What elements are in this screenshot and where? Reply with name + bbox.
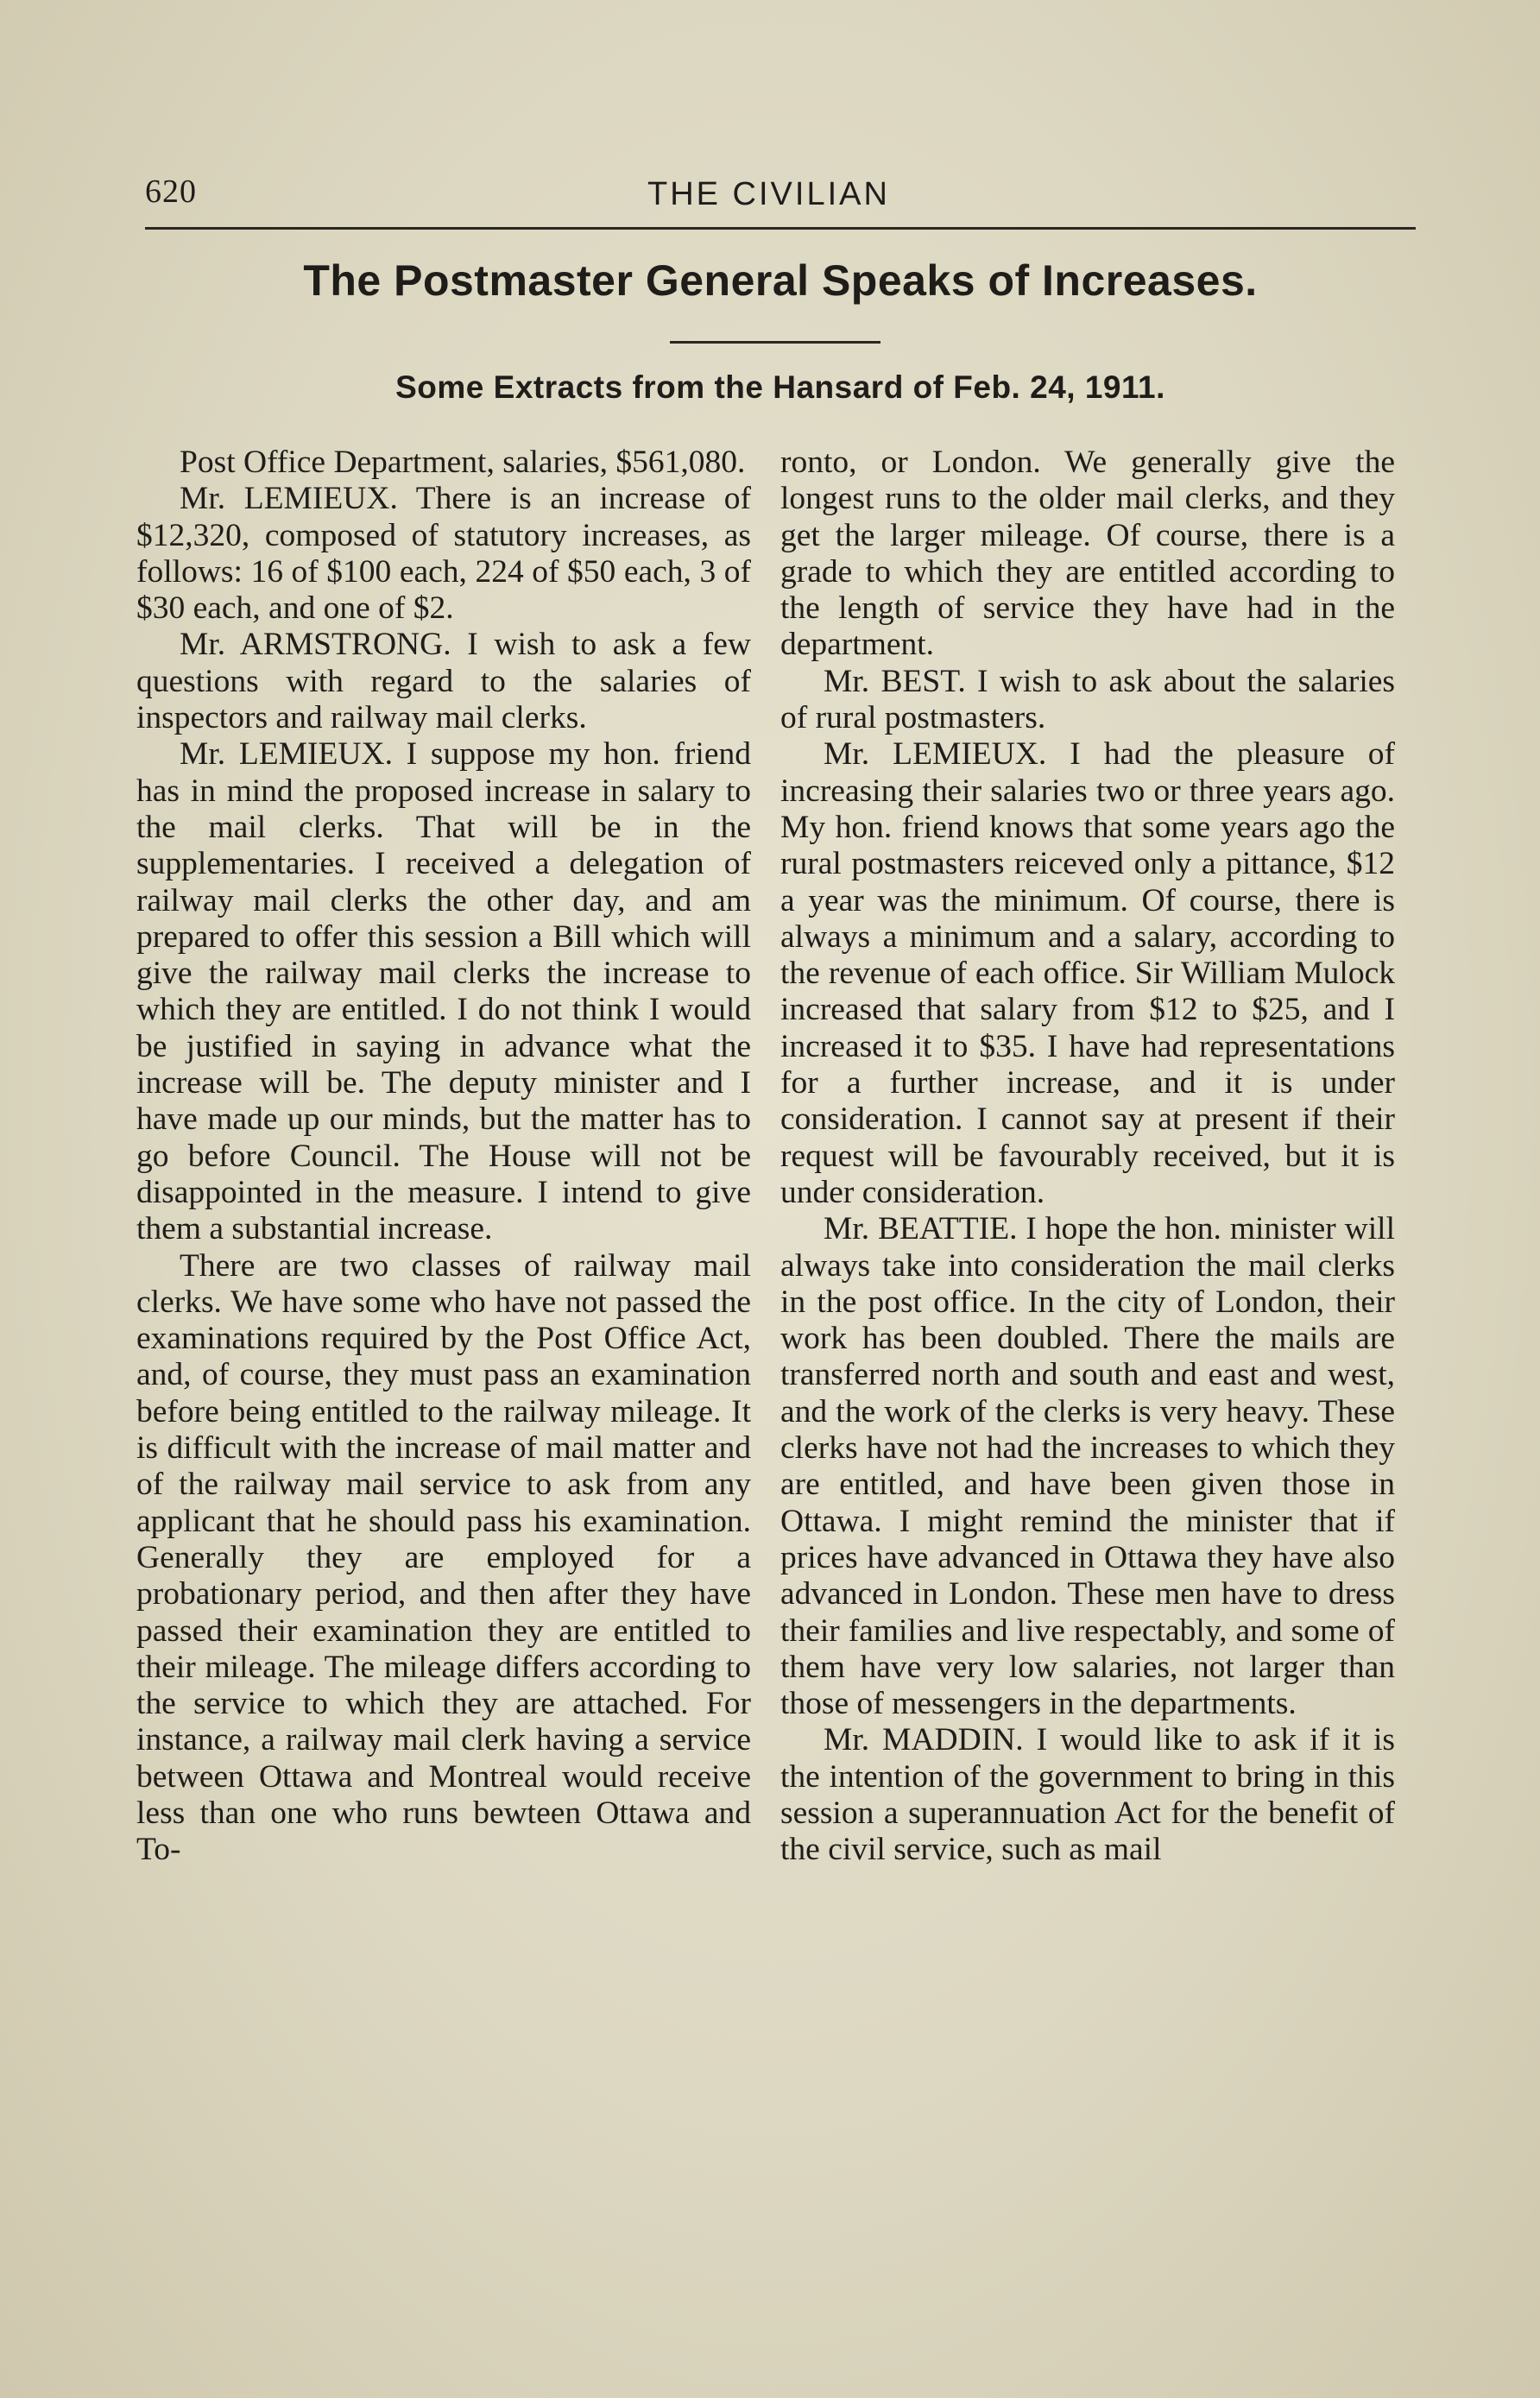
right-column <box>780 445 1395 1869</box>
running-head <box>145 169 1414 221</box>
paragraph: There are two classes of railway mail clerks. We have some who have not passed the examinations required by the Post Office Act, and, of course, they must pass an examination before being entitled to the railway mileage. It is difficult with the increase of mail matter and of the railway mail service to ask from any applicant that he should pass his examination. Generally they are employed for a probationary period, and then after they have passed their examination they are entitled to their mileage. The mileage differs according to the service to which they are attached. For instance, a railway mail clerk having a service between Ottawa and Montreal would receive less than one who runs bewteen Ottawa and To- <box>136 1247 751 1868</box>
paragraph: Mr. MADDIN. I would like to ask if it is the intention of the government to bring in this session a superannuation Act for the benefit of the civil service, such as mail <box>780 1722 1395 1868</box>
article-title: The Postmaster General Speaks of Increases. <box>303 256 1258 305</box>
left-column <box>136 445 751 1869</box>
article-subtitle: Some Extracts from the Hansard of Feb. 24, 1911. <box>395 369 1165 405</box>
paragraph: Mr. BEATTIE. I hope the hon. minister will always take into consideration the mail clerks in the post office. In the city of London, their work has been doubled. There the mails are transferred north and south and east and west, and the work of the clerks is very heavy. These clerks have not had the increases to which they are entitled, and have been given those in Ottawa. I might remind the minister that if prices have advanced in Ottawa they have also advanced in London. These men have to dress their families and live respectably, and some of them have very low salaries, not larger than those of messengers in the departments. <box>780 1211 1395 1722</box>
page-number: 620 <box>145 174 197 210</box>
paragraph: Mr. LEMIEUX. I had the pleasure of increasing their salaries two or three years ago. My hon. friend knows that some years ago the rural postmasters reiceved only a pittance, $12 a year was the minimum. Of course, there is always a minimum and a salary, according to the revenue of each office. Sir William Mulock increased that salary from $12 to $25, and I increased it to $35. I have had representations for a further increase, and it is under consideration. I cannot say at present if their request will be favourably received, but it is under consideration. <box>780 736 1395 1210</box>
paragraph: Mr. LEMIEUX. There is an increase of $12,320, composed of statutory increases, as follows: 16 of $100 each, 224 of $50 each, 3 of $30 each, and one of $2. <box>136 481 751 627</box>
paragraph: Mr. LEMIEUX. I suppose my hon. friend has in mind the proposed increase in salary to the mail clerks. That will be in the supplementaries. I received a delegation of railway mail clerks the other day, and am prepared to offer this session a Bill which will give the railway mail clerks the increase to which they are entitled. I do not think I would be justified in saying in advance what the increase will be. The deputy minister and I have made up our minds, but the matter has to go before Council. The House will not be disappointed in the measure. I intend to give them a substantial increase. <box>136 736 751 1247</box>
paragraph: Mr. BEST. I wish to ask about the salaries of rural postmasters. <box>780 663 1395 736</box>
header-rule <box>145 227 1416 230</box>
paragraph: ronto, or London. We generally give the longest runs to the older mail clerks, and they get the larger mileage. Of course, there is a grade to which they are entitled according to the length of service they have had in the department. <box>780 445 1395 663</box>
title-rule <box>670 341 880 344</box>
paragraph: Post Office Department, salaries, $561,080. <box>180 445 746 480</box>
publication-title: THE CIVILIAN <box>647 176 890 212</box>
paragraph: Mr. ARMSTRONG. I wish to ask a few questions with regard to the salaries of inspectors and railway mail clerks. <box>136 627 751 736</box>
